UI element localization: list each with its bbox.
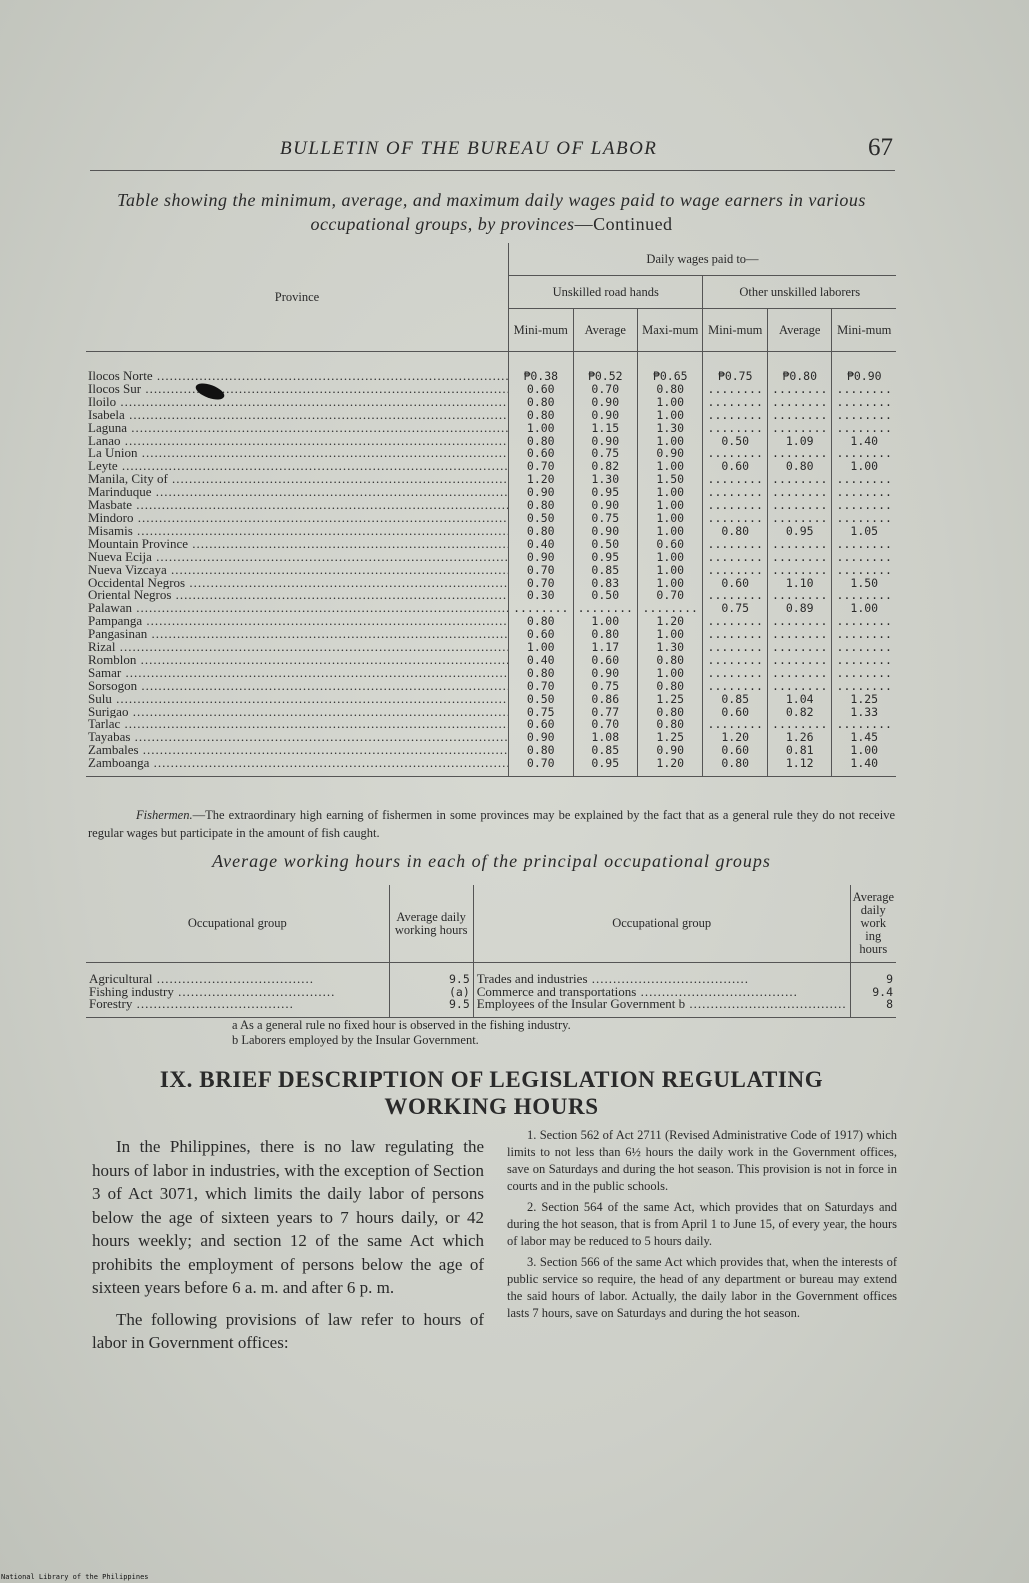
wage-cell: ........	[767, 499, 832, 512]
wage-cell: 1.00	[638, 435, 703, 448]
wage-cell: ₱0.75	[703, 352, 768, 383]
province-cell: Pangasinan .....	[86, 628, 509, 641]
wage-cell: 0.50	[509, 512, 574, 525]
table-row	[86, 641, 896, 654]
wage-cell: ₱0.52	[573, 352, 638, 383]
hours-cell: 9.5	[389, 998, 473, 1017]
table-row	[86, 422, 896, 435]
wage-cell: 0.90	[573, 396, 638, 409]
wage-cell: 0.70	[509, 577, 574, 590]
wage-cell: 0.90	[573, 525, 638, 538]
table-row	[86, 525, 896, 538]
wage-cell: 1.50	[638, 473, 703, 486]
wage-cell: ........	[703, 499, 768, 512]
wage-cell: 1.30	[638, 641, 703, 654]
wage-cell: 1.12	[767, 757, 832, 776]
wage-cell: 0.70	[509, 460, 574, 473]
left-paragraph-1: In the Philippines, there is no law regulating the hours of labor in industries, with the exception of Section 3 of Act 3071, which limits the daily labor of persons below the age of sixteen years to 7 hours daily, or 42 hours weekly; and section 12 of the same Act which prohibits the employment of persons below the age of sixteen years before 6 a. m. and after 6 p. m.	[92, 1137, 484, 1297]
wage-cell: 0.95	[767, 525, 832, 538]
wage-cell: ........	[767, 718, 832, 731]
wage-cell: 1.00	[638, 577, 703, 590]
wage-cell: ........	[767, 422, 832, 435]
province-cell: Sulu .....	[86, 693, 509, 706]
wage-cell: 1.00	[638, 396, 703, 409]
wage-cell: 1.00	[638, 525, 703, 538]
wage-cell: ........	[703, 473, 768, 486]
wage-cell: 1.04	[767, 693, 832, 706]
wage-cell: 1.08	[573, 731, 638, 744]
wage-cell: 1.25	[832, 693, 896, 706]
caption-continued: —Continued	[574, 214, 673, 234]
province-cell: Oriental Negros .....	[86, 589, 509, 602]
province-cell: Nueva Vizcaya .....	[86, 564, 509, 577]
wage-cell: ₱0.65	[638, 352, 703, 383]
wage-cell: 0.30	[509, 589, 574, 602]
wage-cell: 1.00	[638, 551, 703, 564]
wage-cell: ........	[832, 680, 896, 693]
wage-cell: ........	[832, 396, 896, 409]
wage-cell: 1.40	[832, 435, 896, 448]
col-min-road: Mini-mum	[509, 309, 574, 352]
wage-cell: 0.85	[703, 693, 768, 706]
wage-cell: 0.70	[573, 718, 638, 731]
page-header	[90, 134, 895, 171]
wage-cell: 0.90	[573, 409, 638, 422]
wage-cell: 0.82	[767, 706, 832, 719]
wage-cell: ........	[703, 680, 768, 693]
wage-cell: 0.75	[573, 512, 638, 525]
wage-cell: 0.60	[573, 654, 638, 667]
wage-cell: 0.83	[573, 577, 638, 590]
wage-cell: ........	[703, 615, 768, 628]
occupational-group-cell: Trades and industries .....	[473, 963, 850, 986]
col-hours-left: Average daily working hours	[389, 885, 473, 963]
note-text: —The extraordinary high earning of fishermen in some provinces may be explained by the fact that as a general rule they do not receive regular wages but participate in the amount of fish caught.	[88, 807, 895, 840]
fishermen-note	[88, 806, 895, 842]
wage-cell: ........	[832, 473, 896, 486]
province-cell: Rizal .....	[86, 641, 509, 654]
right-paragraph-1: 1. Section 562 of Act 2711 (Revised Administrative Code of 1917) which limits to not less than 6½ hours the daily work in the Government offices, save on Saturdays and during the hot season. This provision is not in force in courts and in the public schools.	[507, 1128, 897, 1193]
wage-cell: 0.89	[767, 602, 832, 615]
wage-cell: ........	[703, 589, 768, 602]
wage-cell: ........	[767, 512, 832, 525]
wage-cell: ........	[573, 602, 638, 615]
wage-cell: 0.80	[767, 460, 832, 473]
province-cell: Palawan .....	[86, 602, 509, 615]
table-row	[86, 731, 896, 744]
wage-cell: ........	[832, 409, 896, 422]
footnotes	[232, 1018, 571, 1048]
wage-cell: ........	[703, 383, 768, 396]
wage-cell: ........	[703, 564, 768, 577]
wage-cell: 0.80	[509, 667, 574, 680]
wage-cell: 0.95	[573, 757, 638, 776]
wage-cell: 0.85	[573, 744, 638, 757]
section-heading	[88, 1066, 895, 1120]
wage-cell: ........	[767, 473, 832, 486]
wage-cell: 1.25	[638, 693, 703, 706]
table-row	[86, 757, 896, 776]
province-cell: Tarlac .....	[86, 718, 509, 731]
province-cell: Manila, City of .....	[86, 473, 509, 486]
col-min-other-2: Mini-mum	[832, 309, 896, 352]
occupational-group-cell: Employees of the Insular Government b .....	[473, 998, 850, 1017]
table-row	[86, 512, 896, 525]
table-row	[86, 352, 896, 383]
wage-cell: ........	[767, 396, 832, 409]
province-cell: Mindoro .....	[86, 512, 509, 525]
wage-cell: ........	[703, 538, 768, 551]
wage-cell: 1.15	[573, 422, 638, 435]
wage-cell: ₱0.38	[509, 352, 574, 383]
wage-cell: 0.95	[573, 486, 638, 499]
left-paragraph-2: The following provisions of law refer to hours of labor in Government offices:	[92, 1309, 484, 1352]
province-cell: Marinduque .....	[86, 486, 509, 499]
wage-cell: 0.80	[638, 383, 703, 396]
wage-cell: 1.20	[509, 473, 574, 486]
occupational-group-cell: Agricultural .....	[86, 963, 389, 986]
wage-cell: 0.80	[509, 499, 574, 512]
col-daily-wages: Daily wages paid to—	[509, 243, 897, 276]
wage-cell: ........	[832, 718, 896, 731]
wage-cell: 1.10	[767, 577, 832, 590]
wage-cell: 1.00	[573, 615, 638, 628]
province-cell: Isabela .....	[86, 409, 509, 422]
wage-cell: 0.90	[509, 551, 574, 564]
wage-cell: ........	[832, 538, 896, 551]
wage-cell: ........	[767, 409, 832, 422]
wage-cell: ........	[832, 422, 896, 435]
wage-cell: 1.00	[638, 409, 703, 422]
wage-cell: ........	[832, 383, 896, 396]
wage-cell: 0.80	[703, 525, 768, 538]
wage-cell: 0.80	[638, 718, 703, 731]
table-row	[86, 680, 896, 693]
wage-cell: 0.80	[638, 654, 703, 667]
left-column	[92, 1135, 484, 1363]
wage-cell: 0.60	[703, 744, 768, 757]
wage-cell: 1.00	[832, 744, 896, 757]
wage-cell: 0.50	[573, 589, 638, 602]
wage-cell: ........	[703, 628, 768, 641]
wage-cell: 0.50	[509, 693, 574, 706]
wage-cell: 0.70	[509, 757, 574, 776]
wage-cell: 0.75	[703, 602, 768, 615]
wage-cell: 1.33	[832, 706, 896, 719]
wage-cell: 1.05	[832, 525, 896, 538]
wage-cell: 1.00	[638, 486, 703, 499]
wage-cell: ₱0.80	[767, 352, 832, 383]
wage-cell: ........	[767, 667, 832, 680]
wage-cell: 0.80	[509, 615, 574, 628]
wage-cell: 0.80	[509, 525, 574, 538]
wage-cell: ........	[703, 718, 768, 731]
table-row	[86, 667, 896, 680]
library-credit: National Library of the Philippines	[1, 1573, 149, 1581]
province-cell: Laguna .....	[86, 422, 509, 435]
province-cell: Nueva Ecija .....	[86, 551, 509, 564]
right-column	[507, 1127, 897, 1326]
wage-cell: 0.50	[703, 435, 768, 448]
col-avg-other: Average	[767, 309, 832, 352]
wage-cell: 1.00	[638, 499, 703, 512]
wage-cell: 1.45	[832, 731, 896, 744]
wage-cell: 1.30	[638, 422, 703, 435]
wage-cell: ........	[509, 602, 574, 615]
col-hours-right: Average daily work ing hours	[850, 885, 896, 963]
col-occupational-group-left: Occupational group	[86, 885, 389, 963]
wage-table	[86, 243, 896, 777]
wage-cell: 0.90	[509, 731, 574, 744]
wage-table-caption	[88, 188, 895, 236]
table-row	[86, 409, 896, 422]
right-paragraph-3: 3. Section 566 of the same Act which provides that, when the interests of public service so require, the head of any department or bureau may extend the said hours of labor. Actually, the daily labor in the Government offices lasts 7 hours, save on Saturdays and during the hot season.	[507, 1255, 897, 1320]
wage-cell: 0.75	[509, 706, 574, 719]
wage-cell: 0.80	[573, 628, 638, 641]
wage-cell: ........	[832, 654, 896, 667]
province-cell: Lanao .....	[86, 435, 509, 448]
hours-table-body	[86, 963, 896, 1018]
col-avg-road: Average	[573, 309, 638, 352]
wage-cell: 0.60	[509, 718, 574, 731]
wage-cell: ........	[703, 551, 768, 564]
wage-cell: 1.00	[638, 628, 703, 641]
wage-cell: 1.50	[832, 577, 896, 590]
wage-cell: 0.70	[509, 564, 574, 577]
hours-cell: 8	[850, 998, 896, 1017]
province-cell: Zamboanga .....	[86, 757, 509, 776]
wage-cell: ........	[832, 564, 896, 577]
wage-cell: 0.80	[638, 680, 703, 693]
table-row	[86, 564, 896, 577]
province-cell: Pampanga .....	[86, 615, 509, 628]
occupational-group-cell: Commerce and transportations .....	[473, 986, 850, 999]
wage-cell: 0.82	[573, 460, 638, 473]
wage-cell: 0.80	[509, 435, 574, 448]
table-row	[86, 654, 896, 667]
col-other-unskilled: Other unskilled laborers	[703, 276, 896, 309]
wage-cell: 1.00	[832, 460, 896, 473]
wage-cell: 0.60	[638, 538, 703, 551]
occupational-group-cell: Fishing industry .....	[86, 986, 389, 999]
running-title: BULLETIN OF THE BUREAU OF LABOR	[280, 138, 658, 159]
wage-cell: 1.40	[832, 757, 896, 776]
province-cell: Sorsogon .....	[86, 680, 509, 693]
wage-cell: 0.40	[509, 654, 574, 667]
wage-cell: 0.90	[638, 447, 703, 460]
wage-cell: ........	[767, 615, 832, 628]
section-heading-line2: WORKING HOURS	[384, 1094, 599, 1119]
table-row	[86, 744, 896, 757]
wage-cell: ........	[832, 486, 896, 499]
hours-table	[86, 885, 896, 1018]
wage-cell: 1.00	[638, 512, 703, 525]
wage-cell: ........	[703, 486, 768, 499]
wage-cell: ........	[767, 551, 832, 564]
province-cell: Ilocos Norte .....	[86, 352, 509, 383]
wage-cell: ........	[767, 383, 832, 396]
wage-cell: 1.20	[638, 757, 703, 776]
wage-cell: ........	[832, 512, 896, 525]
table-row	[86, 589, 896, 602]
wage-cell: 1.00	[509, 422, 574, 435]
wage-cell: 1.20	[703, 731, 768, 744]
wage-cell: ........	[638, 602, 703, 615]
wage-cell: 1.09	[767, 435, 832, 448]
province-cell: Romblon .....	[86, 654, 509, 667]
wage-cell: ........	[767, 680, 832, 693]
col-occupational-group-right: Occupational group	[473, 885, 850, 963]
col-unskilled-road-hands: Unskilled road hands	[509, 276, 703, 309]
wage-cell: ........	[703, 422, 768, 435]
wage-cell: 0.70	[509, 680, 574, 693]
footnote-a: a As a general rule no fixed hour is observed in the fishing industry.	[232, 1018, 571, 1032]
wage-cell: ........	[832, 589, 896, 602]
table-row	[86, 551, 896, 564]
col-province: Province	[86, 243, 509, 352]
province-cell: Tayabas .....	[86, 731, 509, 744]
wage-cell: 0.80	[703, 757, 768, 776]
wage-cell: 1.00	[638, 460, 703, 473]
wage-cell: 0.90	[573, 435, 638, 448]
wage-cell: ........	[703, 396, 768, 409]
province-cell: Occidental Negros .....	[86, 577, 509, 590]
wage-cell: 0.90	[573, 499, 638, 512]
wage-cell: 0.80	[509, 744, 574, 757]
table-row	[86, 963, 896, 986]
wage-cell: 0.60	[703, 577, 768, 590]
caption-text: Table showing the minimum, average, and maximum daily wages paid to wage earners in various occupational groups, by provinces	[117, 190, 866, 234]
wage-cell: 0.60	[703, 706, 768, 719]
wage-cell: ........	[832, 447, 896, 460]
wage-cell: 1.00	[638, 564, 703, 577]
wage-cell: 0.75	[573, 680, 638, 693]
wage-table-body	[86, 352, 896, 777]
wage-cell: 0.75	[573, 447, 638, 460]
wage-cell: 0.80	[509, 409, 574, 422]
hours-table-title: Average working hours in each of the principal occupational groups	[212, 851, 771, 871]
province-cell: Surigao .....	[86, 706, 509, 719]
wage-cell: 0.85	[573, 564, 638, 577]
hours-cell: 9	[850, 963, 896, 986]
wage-cell: ........	[767, 641, 832, 654]
wage-cell: ........	[767, 628, 832, 641]
wage-cell: ........	[767, 589, 832, 602]
right-paragraph-2: 2. Section 564 of the same Act, which provides that on Saturdays and during the hot season, that is from April 1 to June 15, of every year, the hours of labor may be reduced to 5 hours daily.	[507, 1200, 897, 1248]
wage-cell: ........	[767, 654, 832, 667]
wage-cell: 0.77	[573, 706, 638, 719]
hours-cell: (a)	[389, 986, 473, 999]
wage-cell: ........	[703, 512, 768, 525]
wage-cell: ........	[832, 551, 896, 564]
wage-cell: ........	[703, 641, 768, 654]
wage-cell: 0.70	[638, 589, 703, 602]
wage-cell: 0.95	[573, 551, 638, 564]
col-min-other: Mini-mum	[703, 309, 768, 352]
wage-cell: ........	[703, 447, 768, 460]
hours-cell: 9.4	[850, 986, 896, 999]
wage-cell: ........	[767, 447, 832, 460]
wage-cell: ........	[832, 615, 896, 628]
wage-cell: ₱0.90	[832, 352, 896, 383]
section-heading-line1: IX. BRIEF DESCRIPTION OF LEGISLATION REGULATING	[159, 1067, 824, 1092]
province-cell: Samar .....	[86, 667, 509, 680]
wage-cell: 0.40	[509, 538, 574, 551]
wage-cell: 0.60	[509, 383, 574, 396]
wage-cell: 0.50	[573, 538, 638, 551]
wage-cell: 0.90	[573, 667, 638, 680]
wage-cell: ........	[832, 628, 896, 641]
table-row	[86, 538, 896, 551]
wage-cell: 0.81	[767, 744, 832, 757]
wage-cell: 1.30	[573, 473, 638, 486]
hours-cell: 9.5	[389, 963, 473, 986]
wage-cell: ........	[703, 409, 768, 422]
table-row	[86, 998, 896, 1017]
wage-cell: 1.26	[767, 731, 832, 744]
province-cell: Zambales .....	[86, 744, 509, 757]
wage-cell: ........	[832, 499, 896, 512]
table-row	[86, 718, 896, 731]
note-lead: Fishermen.	[136, 807, 193, 822]
wage-cell: 1.00	[832, 602, 896, 615]
province-cell: Ilocos Sur .....	[86, 383, 509, 396]
table-row	[86, 693, 896, 706]
footnote-b: b Laborers employed by the Insular Government.	[232, 1033, 479, 1047]
wage-cell: 0.90	[509, 486, 574, 499]
occupational-group-cell: Forestry .....	[86, 998, 389, 1017]
wage-cell: 0.80	[638, 706, 703, 719]
wage-cell: 0.80	[509, 396, 574, 409]
wage-cell: ........	[703, 654, 768, 667]
province-cell: Leyte .....	[86, 460, 509, 473]
col-max-road: Maxi-mum	[638, 309, 703, 352]
wage-cell: 1.00	[638, 667, 703, 680]
wage-cell: 1.00	[509, 641, 574, 654]
wage-cell: 1.25	[638, 731, 703, 744]
wage-cell: ........	[832, 667, 896, 680]
wage-cell: 0.70	[573, 383, 638, 396]
wage-cell: 1.20	[638, 615, 703, 628]
province-cell: La Union .....	[86, 447, 509, 460]
wage-cell: 0.90	[638, 744, 703, 757]
wage-cell: ........	[767, 564, 832, 577]
province-cell: Masbate .....	[86, 499, 509, 512]
table-row	[86, 447, 896, 460]
province-cell: Iloilo .....	[86, 396, 509, 409]
wage-cell: ........	[767, 486, 832, 499]
province-cell: Misamis .....	[86, 525, 509, 538]
wage-cell: 0.60	[703, 460, 768, 473]
wage-cell: 0.60	[509, 628, 574, 641]
page-number: 67	[868, 134, 893, 161]
wage-cell: ........	[832, 641, 896, 654]
wage-cell: 1.17	[573, 641, 638, 654]
wage-cell: ........	[703, 667, 768, 680]
wage-cell: ........	[767, 538, 832, 551]
province-cell: Mountain Province .....	[86, 538, 509, 551]
wage-cell: 0.86	[573, 693, 638, 706]
wage-cell: 0.60	[509, 447, 574, 460]
